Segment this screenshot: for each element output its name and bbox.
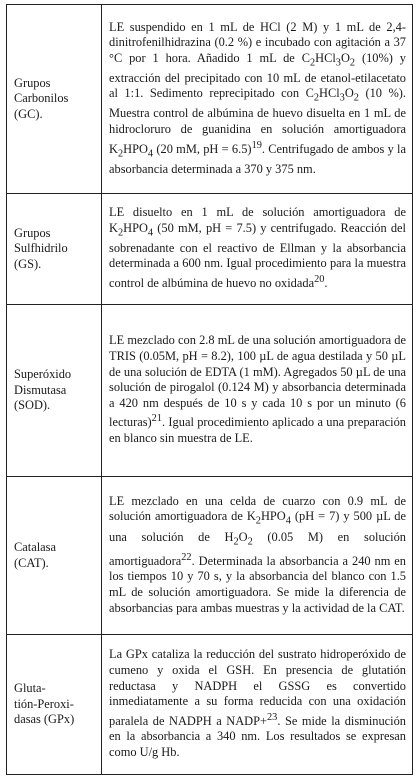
reference-superscript: 21: [151, 413, 162, 425]
row-name-line: tión-Peroxi-: [14, 696, 74, 711]
row-name-line: Grupos: [14, 75, 51, 90]
row-name-line: Superóxido: [14, 367, 72, 382]
text-segment: O: [340, 50, 350, 65]
text-segment: LE disuelto en 1 mL de solución amortiguadora de K: [109, 205, 406, 235]
row-name-cell: [7, 305, 102, 477]
row-name-line: (GS).: [14, 256, 42, 271]
text-segment: (10%) y extracción del precipitado con 10 mL de etanol-etilacetato al 1:1. Sedimento reprecipitado con C: [109, 50, 406, 101]
row-name-cell: [7, 477, 102, 635]
row-description-cell: [102, 5, 413, 194]
row-description: [109, 333, 406, 445]
subscript: 2: [233, 536, 239, 548]
text-segment: (50 mM, pH = 7.5) y centrifugado. Reacción del sobrenadante con el reactivo de Ellman y la absorbancia determinada a 600 nm. Igual procedimiento para la muestra control de albúmina de huevo no oxidada: [109, 220, 406, 291]
row-name-line: (SOD).: [14, 398, 51, 413]
reference-superscript: 22: [181, 551, 192, 563]
subscript: 2: [349, 57, 356, 69]
row-name-line: Gluta-: [14, 681, 46, 696]
row-description: [109, 647, 406, 759]
text-segment: . Centrifugado de ambos y la absorbancia determinada a 370 y 375 nm.: [109, 141, 406, 176]
reference-superscript: 23: [267, 711, 278, 723]
text-segment: HCl: [319, 86, 340, 101]
row-description-cell: [102, 635, 413, 775]
text-segment: LE mezclado en una celda de cuarzo con 0.9 mL de solución amortiguadora de K: [109, 493, 406, 524]
subscript: 3: [339, 92, 345, 104]
text-segment: (pH = 7) y 500 µL de una solución de H: [109, 509, 406, 544]
row-name-line: Catalasa: [14, 539, 56, 554]
text-segment: HPO: [123, 141, 148, 156]
text-segment: . Determinada la absorbancia a 240 nm en los tiempos 10 y 70 s, y la absorbancia del blanco con 1.5 mL de solución amortiguadora. Se mide la diferencia de absorbancias para ambas muestras y la actividad de la CAT.: [109, 553, 406, 615]
subscript: 2: [117, 148, 124, 160]
row-description-cell: [102, 194, 413, 305]
row-name-line: (CAT).: [14, 555, 49, 570]
row-name-line: Carbonilos: [14, 91, 69, 106]
text-segment: HPO: [260, 509, 286, 524]
text-segment: . Igual procedimiento aplicado a una preparación en blanco sin muestra de LE.: [109, 415, 406, 446]
subscript: 2: [353, 92, 359, 104]
row-description-cell: [102, 305, 413, 477]
row-description: [109, 205, 406, 290]
reference-superscript: 20: [314, 274, 325, 286]
text-segment: (10 %). Muestra control de albúmina de huevo disuelta en 1 mL de hidrocloruro de guanidina en solución amortiguadora K: [109, 86, 406, 156]
table-row: [7, 477, 413, 635]
row-name-line: (GC).: [14, 106, 43, 121]
text-segment: (0.05 M) en solución amortiguadora: [109, 529, 406, 568]
subscript: 4: [285, 515, 291, 527]
subscript: 2: [309, 57, 316, 69]
text-segment: (20 mM, pH = 6.5): [153, 141, 252, 156]
subscript: 4: [147, 148, 154, 160]
row-name-line: Sulfhidrilo: [14, 241, 68, 256]
table-row: [7, 305, 413, 477]
table-row: [7, 635, 413, 775]
row-name-cell: [7, 194, 102, 305]
methods-table: [6, 4, 413, 775]
subscript: 3: [335, 57, 341, 69]
methods-table-body: [7, 5, 413, 775]
text-segment: O: [238, 529, 248, 544]
text-segment: HPO: [123, 220, 148, 235]
text-segment: O: [344, 86, 354, 101]
row-name-cell: [7, 5, 102, 194]
table-row: [7, 5, 413, 194]
text-segment: La GPx cataliza la reducción del sustrato hidroperóxido de cumeno y oxida el GSH. En presencia de glutatión reductasa y NADPH el GSSG es convertido inmediatamente a su forma reducida con una oxidación paralela de NADPH a NADP+: [109, 647, 406, 728]
subscript: 2: [255, 515, 261, 527]
row-description-cell: [102, 477, 413, 635]
row-name-line: Dismutasa: [14, 382, 67, 397]
row-name-cell: [7, 635, 102, 775]
subscript: 2: [313, 92, 319, 104]
subscript: 2: [247, 536, 253, 548]
reference-superscript: 19: [251, 139, 262, 151]
text-segment: . Se mide la disminución en la absorbancia a 340 nm. Los resultados se expresan como U/g Hb.: [109, 713, 406, 760]
subscript: 2: [117, 227, 124, 239]
row-name-line: dasas (GPx): [14, 712, 75, 727]
text-segment: LE mezclado con 2.8 mL de una solución amortiguadora de TRIS (0.05M, pH = 8.2), 100 µL de agua destilada y 50 µL de una solución de EDTA (1 mM). Agregados 50 µL de una solución de pirogalol (0.124 M) y absorbancia determinada a 420 nm después de 10 s y cada 10 s por un minuto (6 lecturas): [109, 333, 406, 430]
text-segment: .: [324, 276, 328, 291]
table-row: [7, 194, 413, 305]
row-description: [109, 20, 406, 176]
row-description: [109, 494, 406, 615]
text-segment: HCl: [315, 50, 336, 65]
subscript: 4: [147, 227, 154, 239]
row-name-line: Grupos: [14, 225, 51, 240]
text-segment: LE suspendido en 1 mL de HCl (2 M) y 1 mL de 2,4-dinitrofenilhidrazina (0.2 %) e incubado con agitación a 37 °C por 1 hora. Añadido 1 mL de C: [109, 19, 406, 65]
